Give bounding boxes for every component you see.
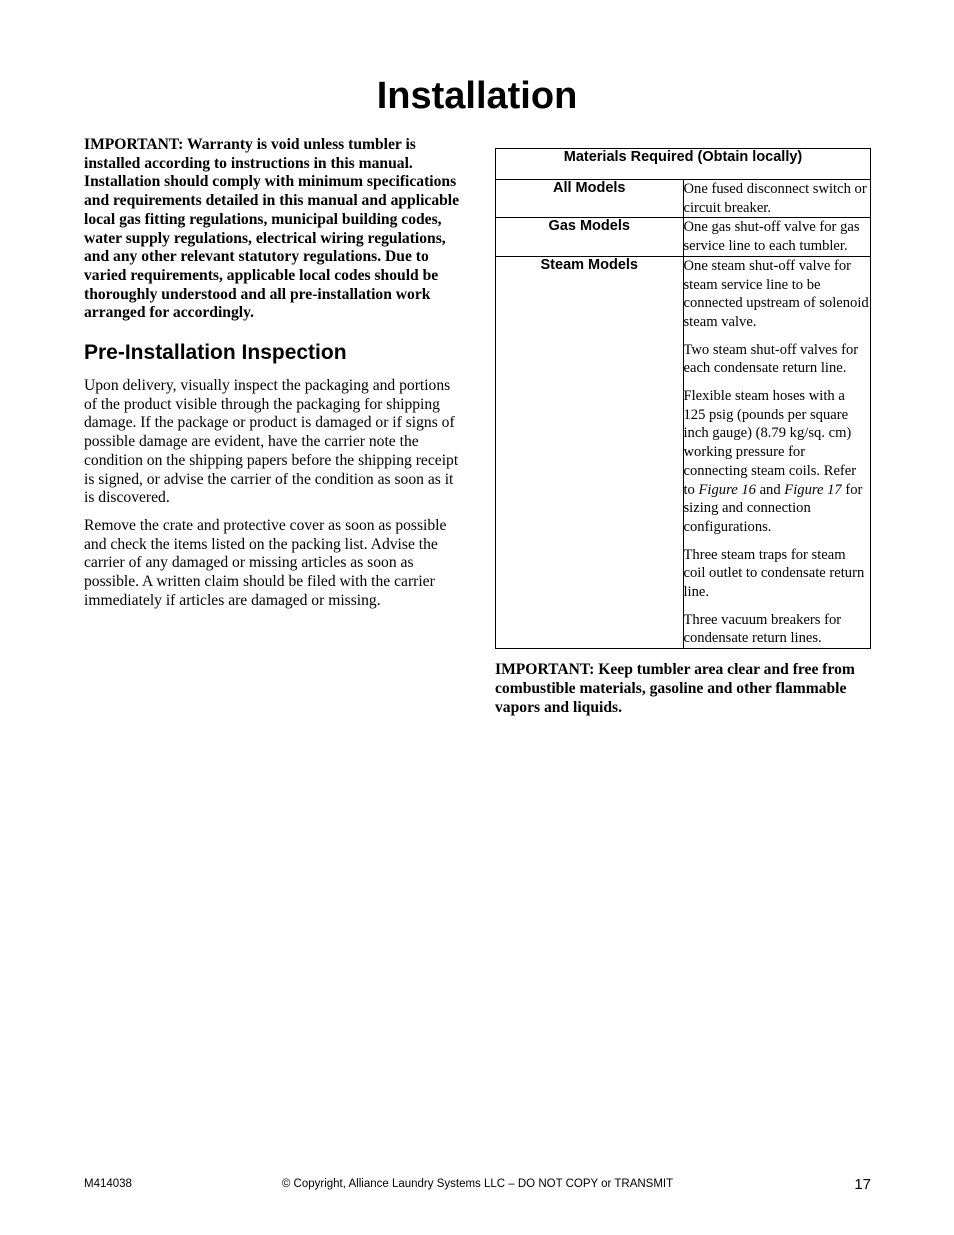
page-number: 17	[854, 1176, 871, 1193]
table-header: Materials Required (Obtain locally)	[496, 149, 871, 180]
clear-area-important-notice: IMPORTANT: Keep tumbler area clear and free from combustible materials, gasoline and other flammable vapors and liquids.	[495, 661, 855, 716]
model-cell: Gas Models	[496, 218, 684, 256]
copyright-notice: © Copyright, Alliance Laundry Systems LLC – DO NOT COPY or TRANSMIT	[281, 1178, 674, 1190]
right-column	[495, 148, 871, 717]
requirement-item: Three vacuum breakers for condensate return lines.	[683, 611, 842, 647]
model-cell: Steam Models	[496, 256, 684, 648]
warranty-important-notice: IMPORTANT: Warranty is void unless tumbler is installed according to instructions in this manual. Installation should comply with minimum specifications and requirements detailed in this manual and applicable local gas fitting regulations, municipal building codes, water supply regulations, electrical wiring regulations, and any other relevant statutory regulations. Due to varied requirements, applicable local codes should be thoroughly understood and all pre-installation work arranged for accordingly.	[84, 136, 460, 322]
requirement-item: Two steam shut-off valves for each condensate return line.	[683, 341, 859, 377]
figure-16-reference[interactable]: Figure 16	[698, 481, 756, 498]
figure-17-reference[interactable]: Figure 17	[784, 481, 842, 498]
requirement-item: Three steam traps for steam coil outlet to condensate return line.	[683, 546, 865, 601]
table-row	[496, 180, 871, 218]
requirement-cell	[683, 218, 871, 256]
document-code: M414038	[84, 1178, 132, 1190]
requirement-item: One fused disconnect switch or circuit breaker.	[683, 181, 867, 216]
page-title: Installation	[376, 75, 578, 117]
model-cell: All Models	[496, 180, 684, 218]
table-header-row	[496, 149, 871, 180]
requirement-item: One steam shut-off valve for steam service line to be connected upstream of solenoid steam valve.	[683, 257, 869, 330]
requirement-item	[684, 387, 871, 537]
crate-removal-paragraph: Remove the crate and protective cover as soon as possible and check the items listed on the packing list. Advise the carrier of any damaged or missing articles as soon as possible. A written claim should be filed with the carrier immediately if articles are damaged or missing.	[84, 516, 447, 609]
requirement-text: for sizing and connection configurations.	[683, 481, 863, 535]
materials-required-table	[495, 148, 871, 649]
table-row	[496, 218, 871, 256]
pre-installation-heading: Pre-Installation Inspection	[84, 341, 347, 365]
requirement-text: and	[755, 481, 785, 498]
requirement-text: Flexible steam hoses with a 125 psig (pounds per square inch gauge) (8.79 kg/sq. cm) working pressure for connecting steam coils. Refer to	[683, 388, 857, 498]
requirement-cell	[683, 256, 871, 648]
requirement-item: One gas shut-off valve for gas service line to each tumbler.	[683, 219, 860, 255]
requirement-cell	[683, 180, 871, 218]
left-column	[84, 136, 460, 619]
table-row	[496, 256, 871, 648]
delivery-inspection-paragraph: Upon delivery, visually inspect the packaging and portions of the product visible through the packaging for shipping damage. If the package or product is damaged or if signs of possible damage are evident, have the carrier note the condition on the shipping papers before the shipping receipt is signed, or advise the carrier of the condition as soon as it is discovered.	[84, 377, 459, 507]
